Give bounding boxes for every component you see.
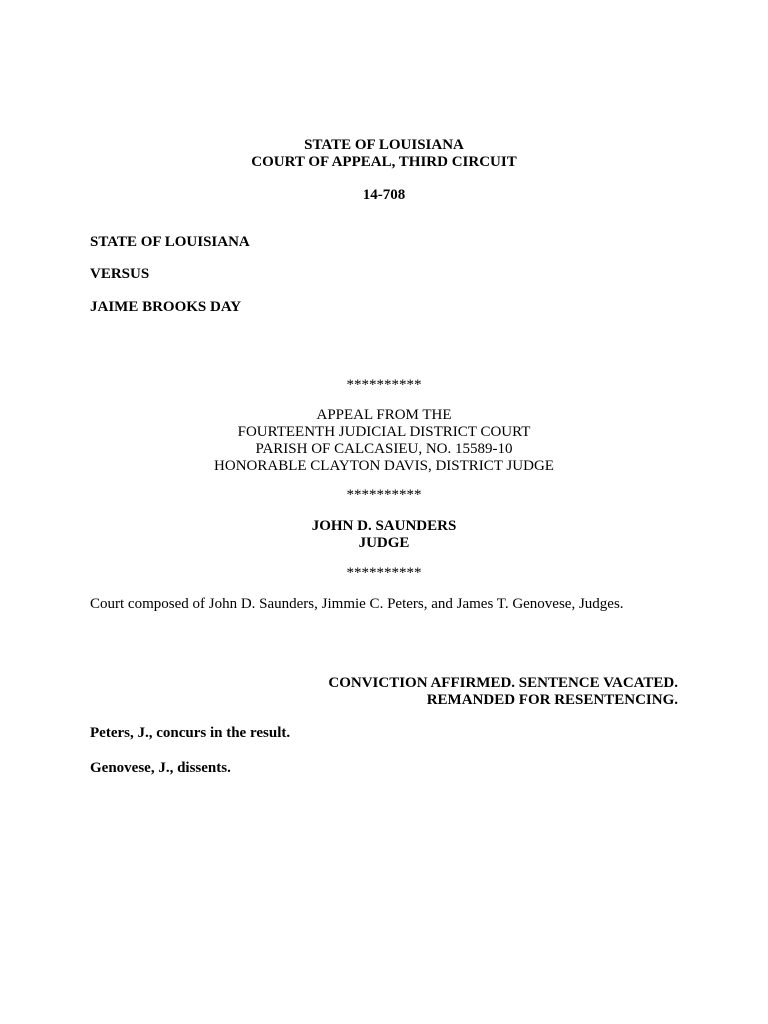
appeal-line-2: FOURTEENTH JUDICIAL DISTRICT COURT: [237, 424, 531, 440]
author-name: JOHN D. SAUNDERS: [311, 518, 457, 534]
author-title: JUDGE: [358, 535, 410, 551]
separator-3: **********: [346, 565, 422, 581]
appeal-line-1: APPEAL FROM THE: [316, 407, 452, 423]
header-court: COURT OF APPEAL, THIRD CIRCUIT: [251, 154, 517, 170]
docket-number: 14-708: [362, 187, 406, 203]
dissent-note: Genovese, J., dissents.: [90, 760, 231, 776]
disposition-line-1: CONVICTION AFFIRMED. SENTENCE VACATED.: [328, 675, 678, 691]
caption-plaintiff: STATE OF LOUISIANA: [90, 234, 250, 250]
concurrence-note: Peters, J., concurs in the result.: [90, 725, 291, 741]
panel-composition: Court composed of John D. Saunders, Jimmie C. Peters, and James T. Genovese, Judges.: [90, 596, 624, 612]
appeal-line-4: HONORABLE CLAYTON DAVIS, DISTRICT JUDGE: [214, 458, 554, 474]
separator-2: **********: [346, 487, 422, 503]
caption-versus: VERSUS: [90, 266, 150, 282]
disposition-line-2: REMANDED FOR RESENTENCING.: [426, 692, 678, 708]
appeal-line-3: PARISH OF CALCASIEU, NO. 15589-10: [255, 441, 513, 457]
separator-1: **********: [346, 377, 422, 393]
caption-defendant: JAIME BROOKS DAY: [90, 299, 242, 315]
header-state: STATE OF LOUISIANA: [304, 137, 464, 153]
